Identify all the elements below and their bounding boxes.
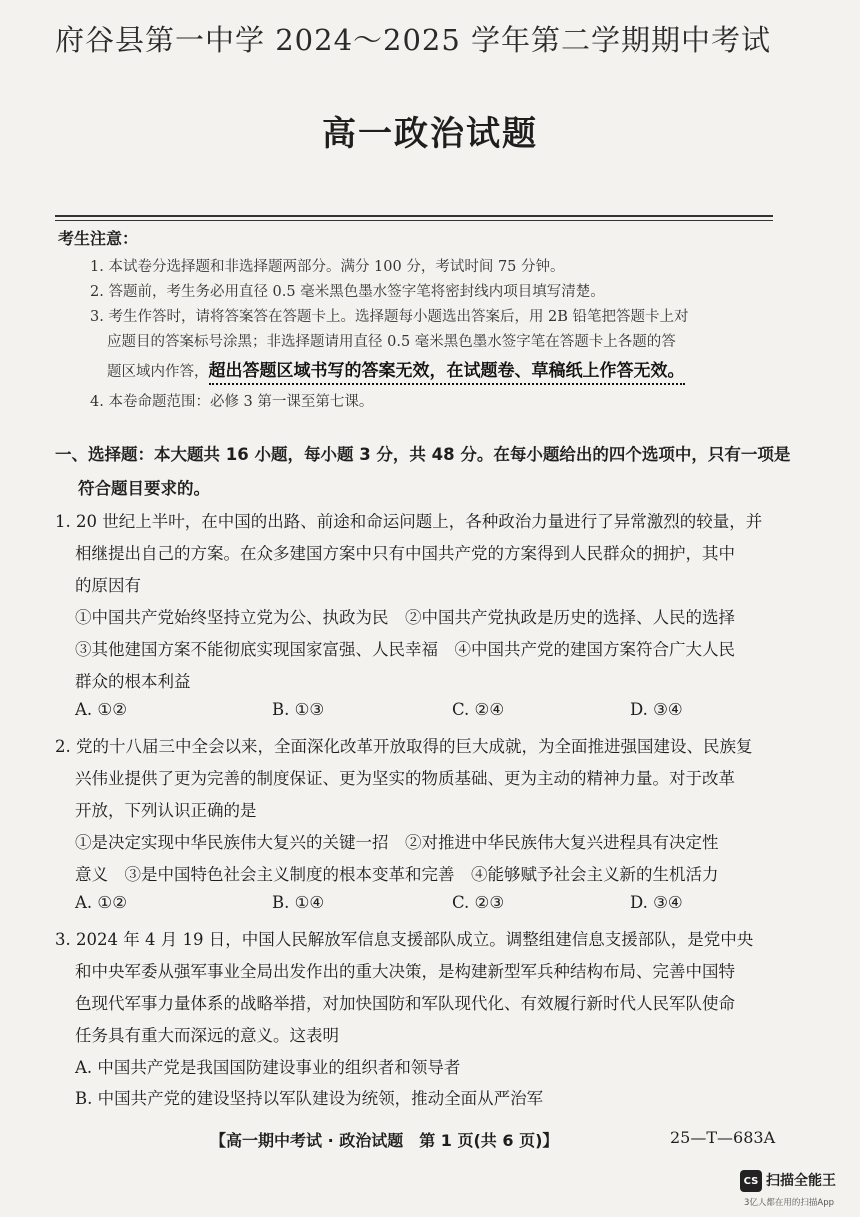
question-1-stem: 的原因有 xyxy=(75,576,141,595)
exam-title: 府谷县第一中学 2024～2025 学年第二学期期中考试 xyxy=(55,23,772,57)
question-3-stem: 3. 2024 年 4 月 19 日，中国人民解放军信息支援部队成立。调整组建信息支援部队，是党中央 xyxy=(55,930,754,949)
double-rule-top xyxy=(55,215,773,217)
subject-title: 高一政治试题 xyxy=(322,114,538,154)
question-1-option-c[interactable]: C. ②④ xyxy=(452,700,505,719)
notice-emphasis: 超出答题区域书写的答案无效，在试题卷、草稿纸上作答无效。 xyxy=(209,361,685,385)
question-2-statement: 意义 ③是中国特色社会主义制度的根本变革和完善 ④能够赋予社会主义新的生机活力 xyxy=(75,865,719,884)
notice-line: 2. 答题前，考生务必用直径 0.5 毫米黑色墨水签字笔将密封线内项目填写清楚。 xyxy=(90,284,605,300)
notice-line-text: 题区域内作答， xyxy=(107,364,209,380)
scanner-app-name: 扫描全能王 xyxy=(766,1173,836,1189)
question-2-stem: 兴伟业提供了更为完善的制度保证、更为坚实的物质基础、更为主动的精神力量。对于改革 xyxy=(75,769,735,788)
notice-line: 1. 本试卷分选择题和非选择题两部分。满分 100 分，考试时间 75 分钟。 xyxy=(90,259,565,275)
question-2-option-b[interactable]: B. ①④ xyxy=(272,893,325,912)
question-2-stem: 2. 党的十八届三中全会以来，全面深化改革开放取得的巨大成就，为全面推进强国建设、民族复 xyxy=(55,737,753,756)
question-1-statement: 群众的根本利益 xyxy=(75,672,191,691)
question-3-option-b[interactable]: B. 中国共产党的建设坚持以军队建设为统领，推动全面从严治军 xyxy=(75,1089,544,1108)
section-heading-cont: 符合题目要求的。 xyxy=(78,479,210,498)
page-footer: 【高一期中考试 · 政治试题 第 1 页(共 6 页)】 xyxy=(210,1131,559,1150)
question-2-option-c[interactable]: C. ②③ xyxy=(452,893,505,912)
question-2-stem: 开放，下列认识正确的是 xyxy=(75,801,257,820)
notice-heading: 考生注意： xyxy=(58,229,139,248)
question-1-statement: ①中国共产党始终坚持立党为公、执政为民 ②中国共产党执政是历史的选择、人民的选择 xyxy=(75,608,735,627)
section-heading: 一、选择题：本大题共 16 小题，每小题 3 分，共 48 分。在每小题给出的四个选项中，只有一项是 xyxy=(55,445,791,464)
question-2-statement: ①是决定实现中华民族伟大复兴的关键一招 ②对推进中华民族伟大复兴进程具有决定性 xyxy=(75,833,719,852)
question-1-option-b[interactable]: B. ①③ xyxy=(272,700,325,719)
question-3-stem: 任务具有重大而深远的意义。这表明 xyxy=(75,1026,339,1045)
question-3-stem: 色现代军事力量体系的战略举措，对加快国防和军队现代化、有效履行新时代人民军队使命 xyxy=(75,994,735,1013)
paper-code: 25—T—683A xyxy=(670,1128,776,1147)
notice-line xyxy=(107,356,685,381)
scanner-tagline: 3亿人都在用的扫描App xyxy=(744,1198,835,1208)
question-2-option-d[interactable]: D. ③④ xyxy=(630,893,683,912)
notice-line: 3. 考生作答时，请将答案答在答题卡上。选择题每小题选出答案后，用 2B 铅笔把答题卡上对 xyxy=(90,309,689,325)
question-3-option-a[interactable]: A. 中国共产党是我国国防建设事业的组织者和领导者 xyxy=(75,1058,461,1077)
notice-line: 应题目的答案标号涂黑；非选择题请用直径 0.5 毫米黑色墨水签字笔在答题卡上各题的答 xyxy=(107,334,676,350)
question-1-option-d[interactable]: D. ③④ xyxy=(630,700,683,719)
notice-line: 4. 本卷命题范围：必修 3 第一课至第七课。 xyxy=(90,394,374,410)
question-1-option-a[interactable]: A. ①② xyxy=(75,700,127,719)
scanner-logo-icon: CS xyxy=(740,1170,762,1192)
double-rule-bottom xyxy=(55,220,773,221)
question-3-stem: 和中央军委从强军事业全局出发作出的重大决策，是构建新型军兵种结构布局、完善中国特 xyxy=(75,962,735,981)
question-1-stem: 相继提出自己的方案。在众多建国方案中只有中国共产党的方案得到人民群众的拥护，其中 xyxy=(75,544,735,563)
question-1-stem: 1. 20 世纪上半叶，在中国的出路、前途和命运问题上，各种政治力量进行了异常激烈的较量，并 xyxy=(55,512,763,531)
question-2-option-a[interactable]: A. ①② xyxy=(75,893,127,912)
question-1-statement: ③其他建国方案不能彻底实现国家富强、人民幸福 ④中国共产党的建国方案符合广大人民 xyxy=(75,640,735,659)
